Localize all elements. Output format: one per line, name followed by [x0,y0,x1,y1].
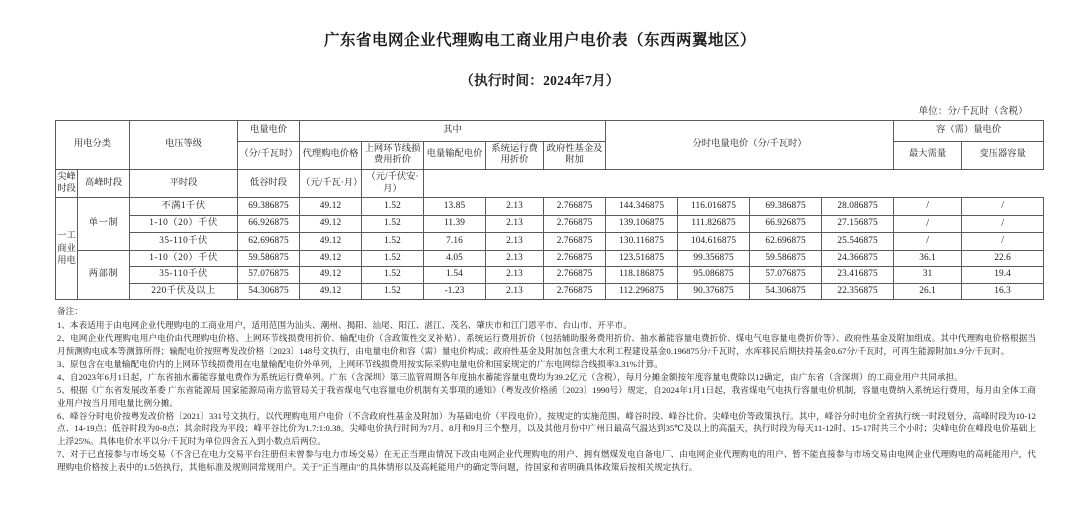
row-valley-price: 23.416875 [822,267,894,284]
row-voltage: 35-110千伏 [130,233,238,251]
table-header [56,120,1044,197]
row-transformer-capacity: 22.6 [962,250,1044,267]
note-item: 4、自2023年6月1日起，广东省抽水蓄能容量电费作为系统运行费单列。广东（含深圳）第三监管周期各年度抽水蓄能容量电费均为39.2亿元（含税），每月分摊金额按年度容量电费除以12确定，由广东省（含深圳）的工商业用户共同承担。 [57,371,963,382]
header-peak-period: 高峰时段 [78,169,130,197]
header-row-1 [56,120,1044,141]
header-energy-price: 电量电价 [238,120,300,141]
row-system-operation: 2.13 [486,198,544,216]
row-energy-price: 66.926875 [238,215,300,233]
row-voltage: 220千伏及以上 [130,283,238,300]
header-system-operation-discount: 系统运行费用折价 [486,141,544,169]
row-agent-price: 49.12 [300,283,362,300]
header-government-fund: 政府性基金及附加 [544,141,606,169]
row-transmission: 1.54 [424,267,486,284]
table-row [56,283,1044,300]
row-peak-price: 116.016875 [678,198,750,216]
row-flat-price: 54.306875 [750,283,822,300]
title-block [0,0,1080,89]
row-gov-fund: 2.766875 [544,283,606,300]
row-line-loss: 1.52 [362,267,424,284]
row-tip-price: 144.346875 [606,198,678,216]
price-table-wrapper [0,117,1080,301]
row-transformer-capacity: / [962,198,1044,216]
row-max-demand: 26.1 [894,283,962,300]
row-agent-price: 49.12 [300,250,362,267]
header-flat-period: 平时段 [130,169,238,197]
row-system-label: 单一制 [78,198,130,251]
row-voltage: 1-10（20）千伏 [130,215,238,233]
row-tip-price: 130.116875 [606,233,678,251]
row-max-demand: 36.1 [894,250,962,267]
row-flat-price: 62.696875 [750,233,822,251]
row-flat-price: 57.076875 [750,267,822,284]
row-transformer-capacity: / [962,215,1044,233]
row-voltage: 不满1千伏 [130,198,238,216]
header-agent-purchase-price: 代理购电价格 [300,141,362,169]
row-flat-price: 59.586875 [750,250,822,267]
row-voltage: 35-110千伏 [130,267,238,284]
row-system-operation: 2.13 [486,233,544,251]
note-item: 3、原包含在电量输配电价内的上网环节线损费用在电量输配电价外单列，上网环节线损费用按实际采购电量电价和国家规定的广东电网综合线损率3.31%计算。 [57,359,663,370]
row-category-label: 一工商业用电 [56,198,78,300]
row-peak-price: 111.826875 [678,215,750,233]
page-subtitle: （执行时间：2024年7月） [460,72,620,88]
header-tip-period: 尖峰时段 [56,169,78,197]
row-transformer-capacity: 19.4 [962,267,1044,284]
row-transformer-capacity: 16.3 [962,283,1044,300]
row-max-demand: / [894,198,962,216]
table-row [56,250,1044,267]
row-peak-price: 90.376875 [678,283,750,300]
row-valley-price: 27.156875 [822,215,894,233]
row-system-operation: 2.13 [486,283,544,300]
row-peak-price: 95.086875 [678,267,750,284]
row-transformer-capacity: / [962,233,1044,251]
table-row [56,233,1044,251]
note-item: 2、电网企业代理购电用户电价由代理购电价格、上网环节线损费用折价、输配电价（含政策性交叉补贴）、系统运行费用折价（包括辅助服务费用折价、抽水蓄能容量电费折价、煤电气电容量电费折价等）、政府性基金及附加组成。其中代理购电价格根据当月预测购电成本等测算所得；输配电价按照粤发改价格〔2023〕148号文执行，由电量电价和容（需）量电价构成；政府性基金及附加包含重大水利工程建设基金0.196875分/千瓦时，水库移民后期扶持基金0.67分/千瓦时，可再生能源附加1.9分/千瓦时。 [57,333,1036,357]
row-transmission: 13.85 [424,198,486,216]
notes-heading: 备注： [57,306,83,317]
header-transformer-capacity-unit: （元/千伏安·月） [362,169,424,197]
row-transmission: -1.23 [424,283,486,300]
row-agent-price: 49.12 [300,267,362,284]
header-max-demand: 最大需量 [894,141,962,169]
price-table [55,120,1044,301]
table-row [56,198,1044,216]
row-tip-price: 139.106875 [606,215,678,233]
header-transformer-capacity: 变压器容量 [962,141,1044,169]
row-flat-price: 69.386875 [750,198,822,216]
table-row [56,215,1044,233]
header-tou-price: 分时电量电价（分/千瓦时） [606,120,894,169]
row-energy-price: 59.586875 [238,250,300,267]
row-energy-price: 54.306875 [238,283,300,300]
notes-list [57,319,1036,474]
row-gov-fund: 2.766875 [544,233,606,251]
row-voltage: 1-10（20）千伏 [130,250,238,267]
header-transmission-price: 电量输配电价 [424,141,486,169]
header-row-3 [56,169,1044,197]
row-line-loss: 1.52 [362,198,424,216]
header-valley-period: 低谷时段 [238,169,300,197]
row-peak-price: 99.356875 [678,250,750,267]
row-line-loss: 1.52 [362,233,424,251]
row-peak-price: 104.616875 [678,233,750,251]
row-valley-price: 22.356875 [822,283,894,300]
table-body [56,198,1044,300]
row-system-operation: 2.13 [486,215,544,233]
row-system-operation: 2.13 [486,250,544,267]
row-max-demand: / [894,215,962,233]
note-item: 6、峰谷分时电价按粤发改价格〔2021〕331号文执行，以代理购电用户电价（不含政府性基金及附加）为基础电价（平段电价），按规定的实施范围、峰谷时段、峰谷比价、尖峰电价等政策执行。其中，峰谷分时电价全省执行统一时段划分，高峰时段为10-12点、14-19点；低谷时段为0-8点；其余时段为平段；峰平谷比价为1.7:1:0.38。尖峰电价执行时间为7月、8月和9月三个整月，以及其他月份中广州日最高气温达到35℃及以上的高温天，执行时段为每天11-12时、15-17时共三个小时；尖峰电价在峰段电价基础上上浮25%。具体电价水平以分/千瓦时为单位四舍五入到小数点后两位。 [57,410,1036,447]
row-transmission: 11.39 [424,215,486,233]
row-line-loss: 1.52 [362,283,424,300]
row-max-demand: / [894,233,962,251]
row-tip-price: 112.296875 [606,283,678,300]
row-flat-price: 66.926875 [750,215,822,233]
header-category: 用电分类 [56,120,130,169]
header-voltage-level: 电压等级 [130,120,238,169]
row-transmission: 7.16 [424,233,486,251]
header-line-loss-discount: 上网环节线损费用折价 [362,141,424,169]
row-transmission: 4.05 [424,250,486,267]
notes-section [0,300,1080,474]
note-item: 1、本表适用于由电网企业代理购电的工商业用户，适用范围为汕头、潮州、揭阳、汕尾、阳江、湛江、茂名、肇庆市和江门恩平市、台山市、开平市。 [57,320,632,331]
row-gov-fund: 2.766875 [544,250,606,267]
row-valley-price: 24.366875 [822,250,894,267]
note-item: 5、根据《广东省发展改革委 广东省能源局 国家能源局南方监管局关于我省煤电气电容量电价机制有关事项的通知》（粤发改价格函〔2023〕1990号）规定，自2024年1月1日起，我省煤电气电执行容量电价机制，容量电费纳入系统运行费用，每月由全体工商业用户按当月用电量比例分摊。 [57,384,1036,408]
row-valley-price: 28.086875 [822,198,894,216]
header-among-which: 其中 [300,120,606,141]
row-gov-fund: 2.766875 [544,215,606,233]
row-max-demand: 31 [894,267,962,284]
row-energy-price: 69.386875 [238,198,300,216]
row-line-loss: 1.52 [362,215,424,233]
row-agent-price: 49.12 [300,198,362,216]
page-title: 广东省电网企业代理购电工商业用户电价表（东西两翼地区） [323,32,756,49]
row-tip-price: 118.186875 [606,267,678,284]
note-item: 7、对于已直接参与市场交易（不含已在电力交易平台注册但未曾参与电力市场交易）在无正当理由情况下改由电网企业代理购电的用户、拥有燃煤发电自备电厂、由电网企业代理购电的用户、暂不能直接参与市场交易由电网企业代理购电的高耗能用户，代理购电价格按上表中的1.5倍执行，其他标准及规则同常规用户。关于"正当理由"的具体情形以及高耗能用户的确定等问题，待国家和省明确具体政策后按相关规定执行。 [57,449,1036,473]
header-capacity-price: 容（需）量电价 [894,120,1044,141]
row-gov-fund: 2.766875 [544,198,606,216]
header-max-demand-unit: （元/千瓦·月） [300,169,362,197]
row-energy-price: 62.696875 [238,233,300,251]
header-energy-price-unit: （分/千瓦时） [238,141,300,169]
table-row [56,267,1044,284]
row-valley-price: 25.546875 [822,233,894,251]
row-tip-price: 123.516875 [606,250,678,267]
row-agent-price: 49.12 [300,233,362,251]
row-agent-price: 49.12 [300,215,362,233]
unit-note: 单位：分/千瓦时（含税） [918,106,1028,117]
row-line-loss: 1.52 [362,250,424,267]
row-system-label: 两部制 [78,250,130,300]
row-gov-fund: 2.766875 [544,267,606,284]
row-system-operation: 2.13 [486,267,544,284]
row-energy-price: 57.076875 [238,267,300,284]
